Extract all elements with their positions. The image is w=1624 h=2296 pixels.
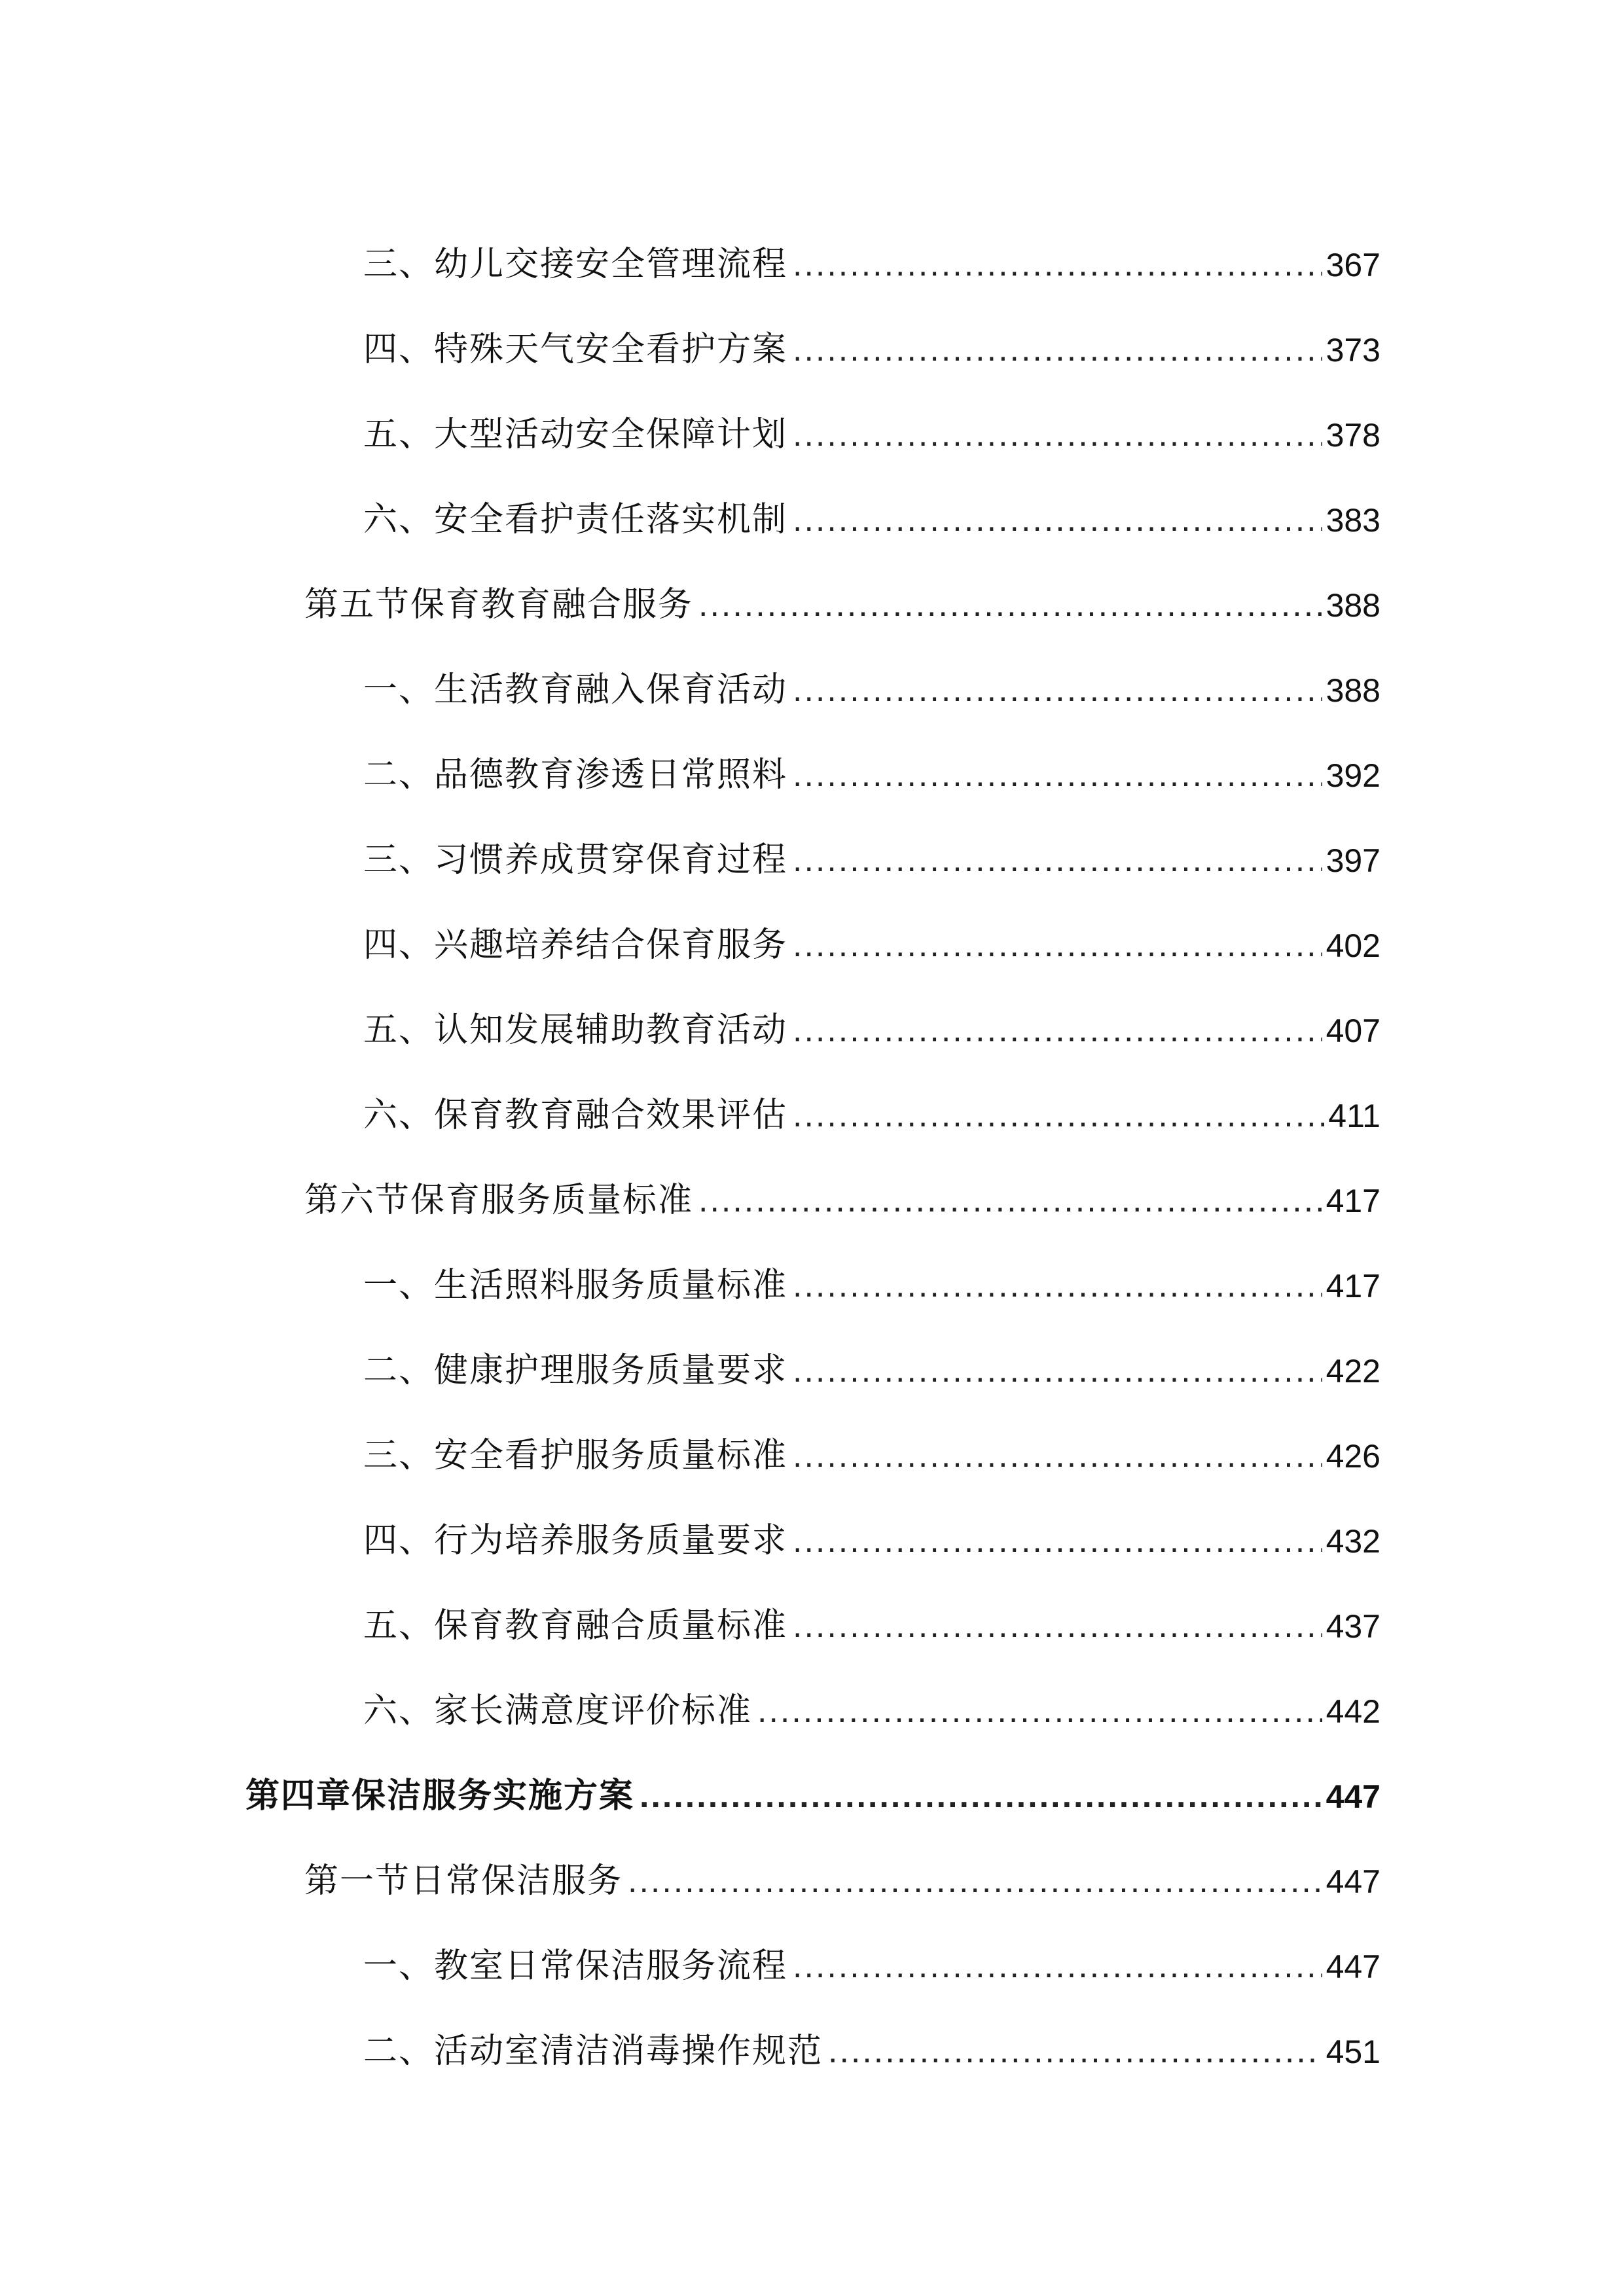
toc-entry-title: 三、习惯养成贯穿保育过程 [363, 840, 788, 880]
toc-entry[interactable] [363, 1571, 1380, 1643]
toc-leader-dots [793, 758, 1322, 792]
toc-entry-page: 422 [1326, 1353, 1380, 1390]
toc-leader-dots [793, 1439, 1322, 1473]
toc-entry[interactable] [363, 1060, 1380, 1135]
toc-entry-page: 417 [1326, 1183, 1380, 1219]
toc-entry-title: 第四章保洁服务实施方案 [245, 1776, 635, 1816]
toc-entry-title: 四、行为培养服务质量要求 [363, 1521, 788, 1560]
toc-entry[interactable] [363, 295, 1380, 367]
toc-leader-dots [793, 928, 1322, 962]
toc-leader-dots [628, 1864, 1322, 1898]
toc-entry-page: 451 [1326, 2034, 1380, 2070]
toc-entry-title: 一、生活教育融入保育活动 [363, 670, 788, 709]
toc-entry-page: 426 [1326, 1438, 1380, 1475]
toc-leader-dots [828, 2034, 1322, 2068]
toc-entry-title: 第一节日常保洁服务 [304, 1861, 623, 1901]
toc-entry-page: 378 [1326, 417, 1380, 454]
toc-entry[interactable] [363, 805, 1380, 880]
toc-entry-page: 388 [1326, 587, 1380, 624]
toc-entry[interactable] [363, 465, 1380, 537]
toc-entry-page: 388 [1326, 672, 1380, 709]
toc-entry[interactable] [304, 550, 1380, 622]
toc-entry-page: 367 [1326, 247, 1380, 283]
toc-entry[interactable] [363, 1316, 1380, 1388]
toc-entry[interactable] [363, 1486, 1380, 1558]
toc-entry[interactable] [363, 1996, 1380, 2071]
toc-leader-dots [793, 247, 1322, 281]
toc-entry-page: 411 [1328, 1098, 1380, 1134]
toc-leader-dots [640, 1779, 1322, 1813]
toc-entry-page: 392 [1326, 757, 1380, 794]
toc-entry-page: 373 [1326, 332, 1380, 368]
toc-entry[interactable] [304, 1826, 1380, 1901]
toc-entry-page: 447 [1326, 1778, 1380, 1815]
toc-leader-dots [793, 1949, 1322, 1983]
toc-entry-title: 第五节保育教育融合服务 [304, 585, 694, 624]
toc-leader-dots [793, 332, 1322, 367]
toc-leader-dots [757, 1694, 1322, 1728]
toc-entry-page: 437 [1326, 1608, 1380, 1645]
toc-entry-page: 417 [1326, 1268, 1380, 1304]
toc-entry-title: 二、健康护理服务质量要求 [363, 1351, 788, 1390]
toc-entry-chapter[interactable] [245, 1741, 1380, 1816]
toc-entry[interactable] [363, 890, 1380, 965]
toc-leader-dots [793, 1098, 1324, 1132]
toc-entry-title: 六、保育教育融合效果评估 [363, 1096, 788, 1135]
toc-leader-dots [698, 588, 1322, 622]
toc-entry[interactable] [363, 1656, 1380, 1731]
toc-entry-title: 二、品德教育渗透日常照料 [363, 755, 788, 795]
toc-entry-page: 407 [1326, 1013, 1380, 1049]
toc-entry-title: 一、教室日常保洁服务流程 [363, 1946, 788, 1986]
toc-entry-title: 三、安全看护服务质量标准 [363, 1436, 788, 1475]
toc-entry-page: 447 [1326, 1863, 1380, 1900]
toc-leader-dots [793, 418, 1322, 452]
toc-entry-page: 397 [1326, 842, 1380, 879]
toc-leader-dots [793, 1524, 1322, 1558]
toc-entry-title: 二、活动室清洁消毒操作规范 [363, 2032, 823, 2071]
toc-entry-title: 第六节保育服务质量标准 [304, 1181, 694, 1220]
toc-entry-title: 五、大型活动安全保障计划 [363, 415, 788, 454]
toc-entry[interactable] [363, 975, 1380, 1050]
toc-leader-dots [698, 1183, 1322, 1217]
toc-entry-page: 432 [1326, 1523, 1380, 1560]
toc-entry-title: 四、特殊天气安全看护方案 [363, 330, 788, 369]
toc-entry[interactable] [363, 1230, 1380, 1305]
toc-entry[interactable] [304, 1145, 1380, 1220]
toc-leader-dots [793, 503, 1322, 537]
toc-entry[interactable] [363, 380, 1380, 452]
toc-entry[interactable] [363, 720, 1380, 795]
toc-entry-page: 442 [1326, 1693, 1380, 1730]
toc-leader-dots [793, 1013, 1322, 1047]
toc-entry[interactable] [363, 209, 1380, 284]
toc-entry-page: 447 [1326, 1948, 1380, 1985]
toc-entry-page: 383 [1326, 502, 1380, 539]
toc-entry[interactable] [363, 1401, 1380, 1473]
toc-leader-dots [793, 843, 1322, 877]
toc-entry-page: 402 [1326, 927, 1380, 964]
toc-entry-title: 三、幼儿交接安全管理流程 [363, 245, 788, 284]
toc-entry[interactable] [363, 1911, 1380, 1986]
toc-leader-dots [793, 1268, 1322, 1302]
toc-entry-title: 五、认知发展辅助教育活动 [363, 1011, 788, 1050]
toc-entry[interactable] [363, 635, 1380, 707]
toc-leader-dots [793, 673, 1322, 707]
toc-entry-title: 五、保育教育融合质量标准 [363, 1606, 788, 1645]
toc-entry-title: 六、安全看护责任落实机制 [363, 500, 788, 539]
toc-leader-dots [793, 1609, 1322, 1643]
toc-entry-title: 六、家长满意度评价标准 [363, 1691, 753, 1731]
toc-entry-title: 一、生活照料服务质量标准 [363, 1266, 788, 1305]
toc-entry-title: 四、兴趣培养结合保育服务 [363, 925, 788, 965]
toc-leader-dots [793, 1354, 1322, 1388]
